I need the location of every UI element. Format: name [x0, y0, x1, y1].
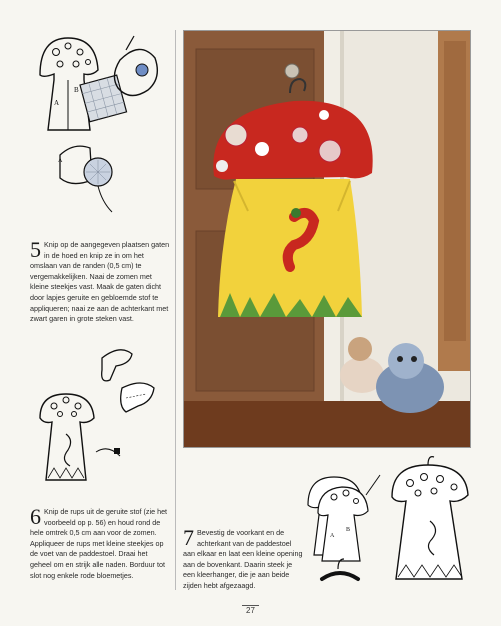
step-6-text: Knip de rups uit de geruite stof (zie het voorbeeld op p. 56) en houd rond de hele omtrek 0,5 cm aan voor de zomen. Appliqueer de rups met kleine steekjes op de voet van de paddestoel. Draai het geheel om en strijk alle naden. Borduur tot slot nog enkele rode bloemetjes.: [30, 507, 168, 580]
step-5: [30, 237, 170, 325]
label-a-2: A: [58, 158, 63, 164]
step-5-number: 5: [30, 237, 41, 262]
photo-illustration: [184, 31, 470, 447]
step7-illustration-assembly: [300, 455, 475, 595]
step6-illustration-caterpillar: [30, 340, 170, 500]
photo-mushroom-bag: [183, 30, 471, 448]
step-6-number: 6: [30, 504, 41, 529]
step-7: [183, 525, 303, 592]
column-divider: [175, 30, 176, 590]
step-7-number: 7: [183, 525, 194, 550]
page-number-value: 27: [242, 605, 259, 615]
label-a-3: A: [330, 533, 335, 539]
step-6: [30, 504, 170, 581]
step-7-text: Bevestig de voorkant en de achterkant van de paddestoel aan elkaar en laat een kleine opening aan de bovenkant. Daarin steek je een kleerhanger, die je aan beide zijden hebt afgezaagd.: [183, 528, 303, 590]
label-b-2: B: [346, 527, 351, 533]
label-b: B: [74, 86, 79, 94]
step-5-text: Knip op de aangegeven plaatsen gaten in de hoed en knip ze in om het omslaan van de randen (0,5 cm) te vergemakkelijken. Naai de zomen met kleine steekjes vast. Maak de gaten dicht door lapjes geruite en gebloemde stof te appliqueren; naai ze aan de achterkant met zwart garen in grote steken vast.: [30, 240, 170, 324]
step5-illustration-mushroom-cutout: [30, 30, 170, 230]
label-a: A: [54, 99, 60, 107]
page-number: [0, 606, 501, 615]
